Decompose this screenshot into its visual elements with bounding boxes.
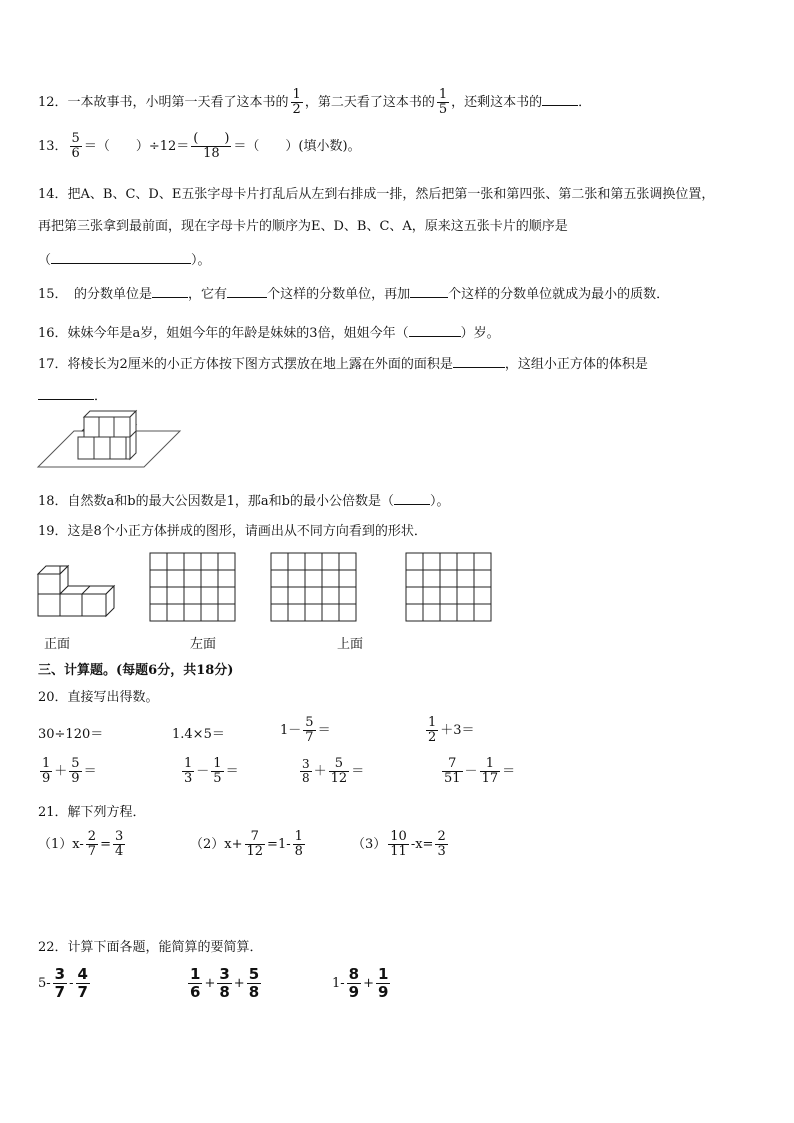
grid-cell[interactable] [201,587,218,604]
grid-cell[interactable] [271,553,288,570]
grid-cell[interactable] [423,587,440,604]
q21-equation-3: （3） $\frac{10}{11}$ -x= $\frac{2}{3}$ [352,829,446,859]
question-17-line-1: 17．将棱长为2厘米的小正方体按下图方式摆放在地上露在外面的面积是 ，这组小正方体的体积是 [38,357,648,372]
q16-answer-blank[interactable] [409,324,461,337]
question-17-line-2: ． [38,387,107,405]
q19-grid-top[interactable] [405,552,493,622]
q19-grid-front[interactable] [149,552,237,622]
grid-cell[interactable] [184,553,201,570]
grid-cell[interactable] [218,553,235,570]
q19-view-label-front: 正面 [44,637,71,652]
question-20-title: 20．直接写出得数。 [38,690,159,705]
grid-cell[interactable] [440,553,457,570]
q21-equation-1: （1）x- $\frac{2}{7}$ = $\frac{3}{4}$ [38,829,124,859]
grid-cell[interactable] [406,570,423,587]
q13-text-c: ＝（ ）(填小数)。 [233,139,361,154]
grid-cell[interactable] [322,604,339,621]
q20-item-5: $\frac{1}{9}$ ＋ $\frac{5}{9}$ ＝ [42,756,97,786]
grid-cell[interactable] [271,570,288,587]
q15-blank-3[interactable] [410,285,448,298]
grid-cell[interactable] [305,553,322,570]
question-22-title: 22．计算下面各题，能简算的要简算． [38,940,263,955]
grid-cell[interactable] [406,604,423,621]
grid-cell[interactable] [474,553,491,570]
grid-cell[interactable] [305,604,322,621]
grid-cell[interactable] [339,587,356,604]
q21-equation-2: （2）x+ $\frac{7}{12}$ =1- $\frac{1}{8}$ [190,829,303,859]
grid-cell[interactable] [423,553,440,570]
q12-fraction-1: $\frac{1}{2}$ [292,87,301,117]
grid-cell[interactable] [423,570,440,587]
grid-cell[interactable] [305,587,322,604]
q19-view-label-left: 左面 [190,637,217,652]
question-14-line-2: 再把第三张拿到最前面，现在字母卡片的顺序为E、D、B、C、A，原来这五张卡片的顺序是 [38,219,568,234]
q19-grid-left[interactable] [270,552,358,622]
grid-cell[interactable] [218,570,235,587]
grid-cell[interactable] [457,553,474,570]
q17-blank-1[interactable] [453,355,505,368]
grid-cell[interactable] [184,587,201,604]
q20-item-4: $\frac{1}{2}$ ＋3＝ [428,715,475,745]
grid-cell[interactable] [339,604,356,621]
grid-cell[interactable] [457,604,474,621]
q20-item-3: 1－ $\frac{5}{7}$ ＝ [280,715,331,745]
grid-cell[interactable] [440,587,457,604]
grid-cell[interactable] [201,570,218,587]
question-14-line-1: 14．把A、B、C、D、E五张字母卡片打乱后从左到右排成一排，然后把第一张和第四张、第二张和第五张调换位置， [38,187,715,202]
grid-cell[interactable] [288,570,305,587]
grid-cell[interactable] [406,587,423,604]
q13-fraction: $\frac{5}{6}$ [71,131,80,161]
q15-blank-1[interactable] [152,285,188,298]
q20-item-2: 1.4×5＝ [172,727,225,742]
q14-answer-blank[interactable] [51,251,191,264]
q22-expression-3: 1- $\frac{8}{9}$ + $\frac{1}{9}$ [332,965,389,1001]
grid-cell[interactable] [167,604,184,621]
q20-item-1: 30÷120＝ [38,727,104,742]
grid-cell[interactable] [474,570,491,587]
grid-cell[interactable] [184,604,201,621]
grid-cell[interactable] [150,570,167,587]
question-19: 19．这是8个小正方体拼成的图形，请画出从不同方向看到的形状． [38,524,427,539]
q18-answer-blank[interactable] [394,492,430,505]
q12-text-c: ，还剩这本书的 [451,95,543,110]
q19-cube-shape [36,560,120,620]
q22-expression-1: 5- $\frac{3}{7}$ - $\frac{4}{7}$ [38,965,88,1001]
grid-cell[interactable] [406,553,423,570]
grid-cell[interactable] [271,604,288,621]
q20-item-6: $\frac{1}{3}$ － $\frac{1}{5}$ ＝ [184,756,239,786]
question-12: 12．一本故事书，小明第一天看了这本书的 $\frac{1}{2}$ ，第二天看了这本书的 $\frac{1}{5}$ ，还剩这本书的 ． [38,87,592,117]
grid-cell[interactable] [288,553,305,570]
grid-cell[interactable] [167,587,184,604]
q19-view-label-top: 上面 [337,637,364,652]
question-13: 13． $\frac{5}{6}$ ＝（ ）÷12＝ $\frac{( )}{18}$ ＝（ ）(填小数)。 [38,131,361,161]
grid-cell[interactable] [322,587,339,604]
grid-cell[interactable] [271,587,288,604]
grid-cell[interactable] [218,604,235,621]
grid-cell[interactable] [457,587,474,604]
section-3-title: 三、计算题。(每题6分，共18分) [38,663,234,678]
grid-cell[interactable] [457,570,474,587]
question-15: 15． 的分数单位是 ，它有 个这样的分数单位，再加 个这样的分数单位就成为最小的质数． [38,287,670,302]
grid-cell[interactable] [423,604,440,621]
question-16: 16．妹妹今年是a岁，姐姐今年的年龄是妹妹的3倍，姐姐今年（ ）岁。 [38,326,500,341]
grid-cell[interactable] [288,587,305,604]
q17-cube-figure [36,405,184,471]
grid-cell[interactable] [440,604,457,621]
q15-blank-2[interactable] [227,285,267,298]
grid-cell[interactable] [218,587,235,604]
q12-text-b: ，第二天看了这本书的 [304,95,435,110]
q20-item-7: $\frac{3}{8}$ ＋ $\frac{5}{12}$ ＝ [302,756,365,786]
q13-text-b: ＝（ ）÷12＝ [83,139,190,154]
grid-cell[interactable] [305,570,322,587]
grid-cell[interactable] [167,553,184,570]
grid-cell[interactable] [440,570,457,587]
grid-cell[interactable] [201,553,218,570]
grid-cell[interactable] [339,553,356,570]
question-18: 18．自然数a和b的最大公因数是1，那a和b的最小公倍数是（ ）。 [38,494,450,509]
question-21-title: 21．解下列方程． [38,805,146,820]
grid-cell[interactable] [167,570,184,587]
q17-blank-2[interactable] [38,387,94,400]
q12-answer-blank[interactable] [542,93,578,106]
grid-cell[interactable] [150,587,167,604]
grid-cell[interactable] [150,604,167,621]
grid-cell[interactable] [288,604,305,621]
grid-cell[interactable] [322,570,339,587]
question-14-line-3: （ ）。 [38,253,211,268]
grid-cell[interactable] [474,604,491,621]
grid-cell[interactable] [339,570,356,587]
q13-fraction-blank[interactable]: $\frac{( )}{18}$ [193,131,230,161]
q12-text-a: 12．一本故事书，小明第一天看了这本书的 [38,95,289,110]
grid-cell[interactable] [322,553,339,570]
grid-cell[interactable] [150,553,167,570]
q12-fraction-2: $\frac{1}{5}$ [438,87,448,117]
grid-cell[interactable] [201,604,218,621]
grid-cell[interactable] [474,587,491,604]
q22-expression-2: $\frac{1}{6}$ + $\frac{3}{8}$ + $\frac{5}{8}$ [190,965,260,1001]
grid-cell[interactable] [184,570,201,587]
q20-item-8: $\frac{7}{51}$ － $\frac{1}{17}$ ＝ [444,756,516,786]
